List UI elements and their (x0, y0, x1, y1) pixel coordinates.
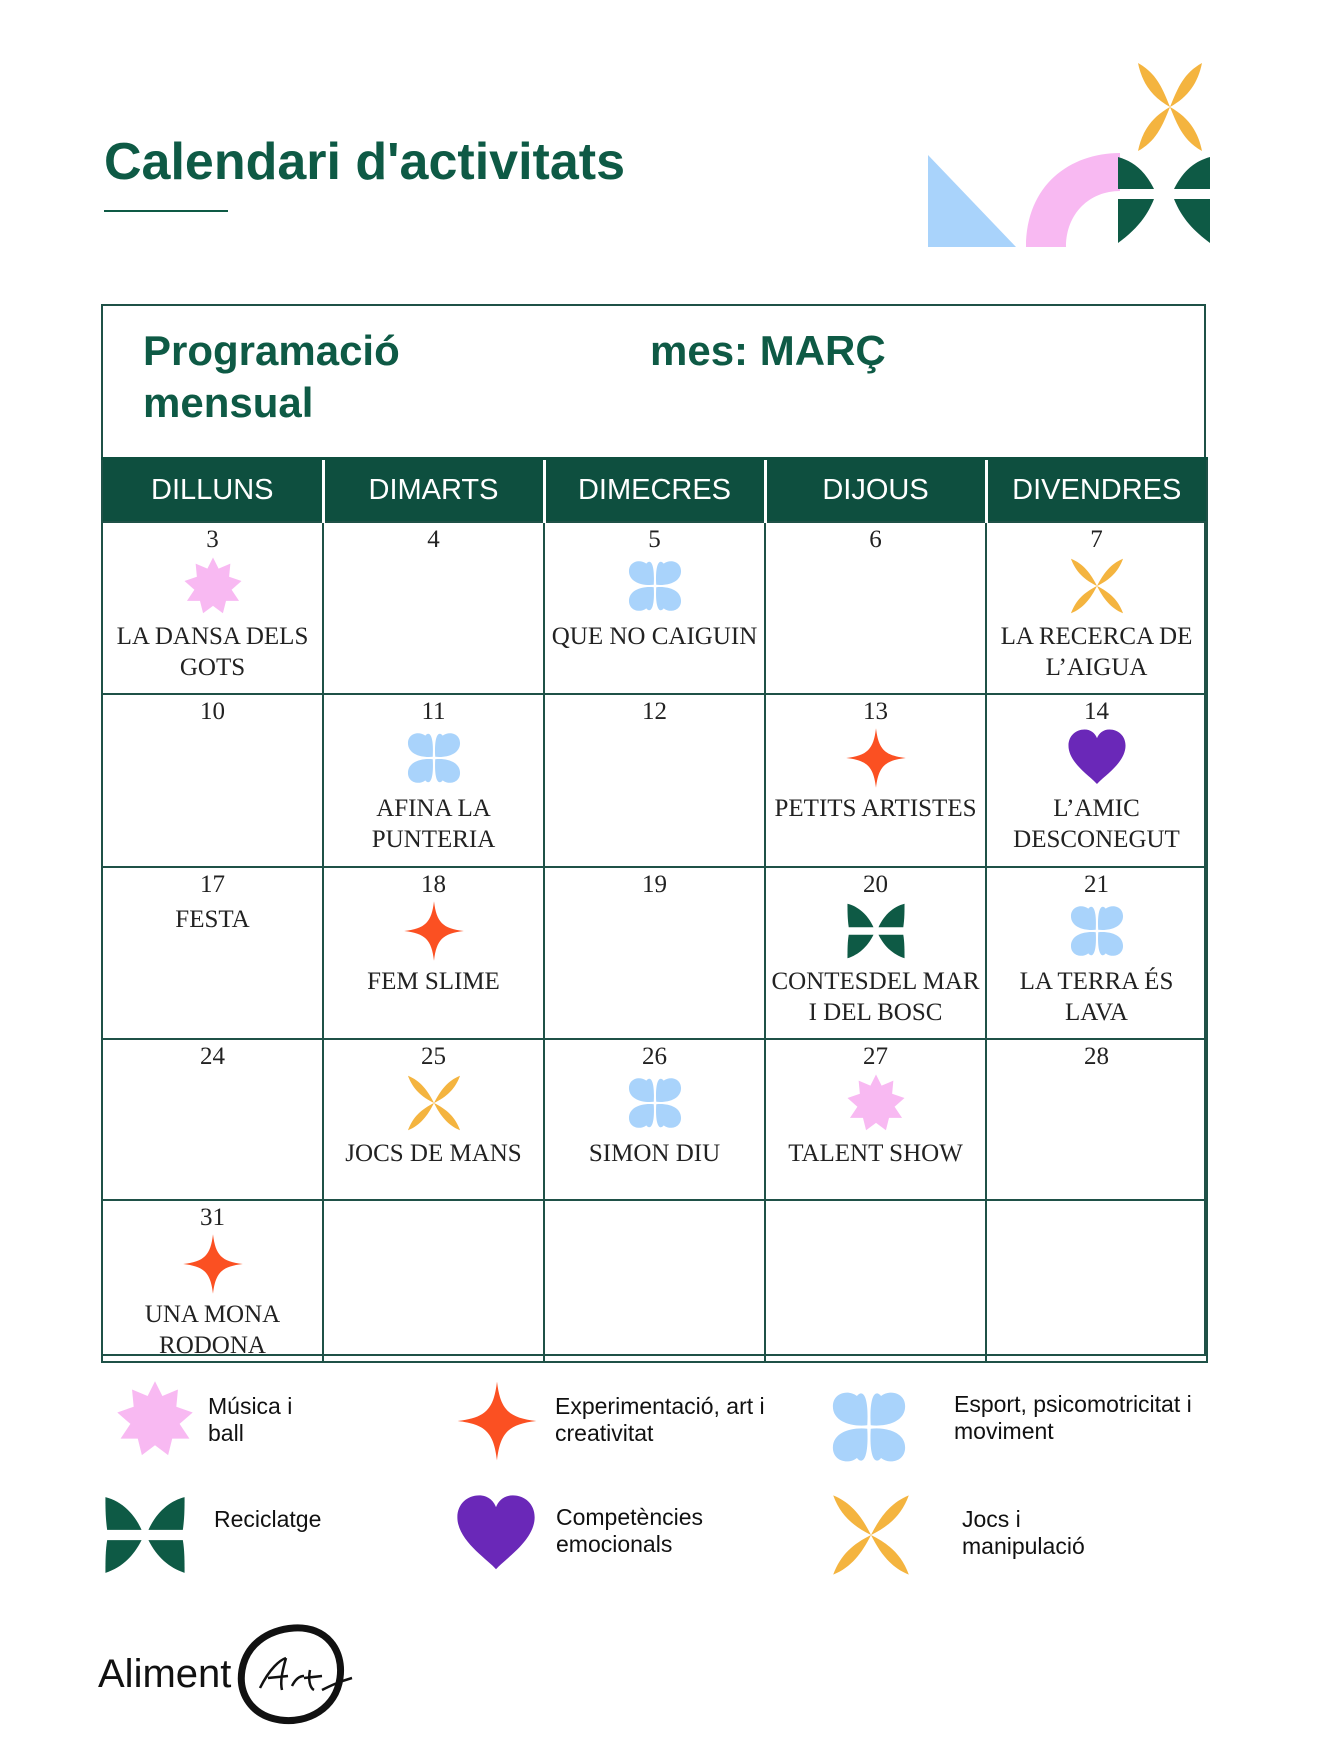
calendar-cell-friday (986, 867, 1207, 1039)
legend-games-label: Jocs i manipulació (962, 1506, 1085, 1559)
sport-icon (987, 900, 1206, 962)
games-icon (987, 555, 1206, 617)
activity-label: FEM SLIME (367, 968, 500, 995)
calendar-cell-monday (102, 1200, 323, 1362)
calendar-cell-wednesday (544, 522, 765, 694)
calendar-week-row (102, 522, 1207, 694)
day-number: 3 (206, 526, 219, 553)
month-label: mes: MARÇ (650, 327, 886, 374)
activity-label: PETITS ARTISTES (774, 795, 977, 822)
calendar-week-row (102, 1039, 1207, 1200)
calendar-cell-thursday (765, 522, 986, 694)
calendar-week-row (102, 694, 1207, 867)
programming-label (143, 325, 400, 429)
sport-icon (826, 1384, 912, 1470)
calendar-cell-thursday (765, 1200, 986, 1362)
day-number: 12 (642, 698, 667, 725)
legend-music-label: Música i ball (208, 1393, 293, 1446)
day-number: 6 (869, 526, 882, 553)
activity-label: SIMON DIU (588, 1140, 721, 1167)
music-icon (103, 555, 322, 617)
weekday-monday: DILLUNS (102, 459, 323, 523)
legend-art-label: Experimentació, art i creativitat (555, 1393, 765, 1446)
weekday-friday: DIVENDRES (986, 459, 1207, 523)
heart-icon (452, 1492, 540, 1576)
art-icon (456, 1380, 538, 1462)
sport-icon (324, 727, 543, 789)
activity-label: JOCS DE MANS (345, 1140, 522, 1167)
day-number: 27 (863, 1043, 888, 1070)
recycle-icon (102, 1492, 188, 1578)
activity-label: TALENT SHOW (788, 1140, 963, 1167)
weekday-tuesday: DIMARTS (323, 459, 544, 523)
legend-emotional-label: Competències emocionals (556, 1504, 704, 1557)
calendar-cell-tuesday (323, 522, 544, 694)
activity-label: LA TERRA ÉS LAVA (1019, 968, 1174, 1026)
calendar-cell-friday (986, 522, 1207, 694)
day-number: 18 (421, 871, 446, 898)
calendar-cell-tuesday (323, 1039, 544, 1200)
day-number: 5 (648, 526, 661, 553)
calendar-cell-monday (102, 867, 323, 1039)
activity-label: QUE NO CAIGUIN (551, 623, 758, 650)
art-icon (103, 1233, 322, 1295)
calendar-cell-thursday (765, 1039, 986, 1200)
activity-label: AFINA LA PUNTERIA (371, 795, 496, 853)
weekday-wednesday: DIMECRES (544, 459, 765, 523)
calendar-cell-thursday (765, 867, 986, 1039)
day-number: 14 (1084, 698, 1109, 725)
music-icon (766, 1072, 985, 1134)
calendar-cell-wednesday (544, 867, 765, 1039)
heart-icon (987, 727, 1206, 789)
day-number: 21 (1084, 871, 1109, 898)
day-number: 28 (1084, 1043, 1109, 1070)
page-title: Calendari d'activitats (104, 133, 625, 191)
activity-label: FESTA (175, 906, 250, 933)
alimentart-logo (98, 1620, 358, 1730)
activity-label: UNA MONA RODONA (144, 1301, 281, 1359)
decorative-shapes-graphic (920, 55, 1220, 255)
calendar-cell-wednesday (544, 694, 765, 867)
games-icon (826, 1490, 916, 1580)
calendar-cell-friday (986, 694, 1207, 867)
day-number: 19 (642, 871, 667, 898)
day-number: 20 (863, 871, 888, 898)
calendar-week-row (102, 867, 1207, 1039)
art-icon (324, 900, 543, 962)
legend-sport-label: Esport, psicomotricitat i moviment (954, 1391, 1192, 1444)
logo-circle-mark (230, 1620, 358, 1730)
weekday-thursday: DIJOUS (765, 459, 986, 523)
legend-recycle-label: Reciclatge (214, 1506, 322, 1532)
activity-label: LA DANSA DELS GOTS (116, 623, 309, 681)
day-number: 11 (421, 698, 446, 725)
programming-label-line1: Programació (143, 327, 400, 374)
activity-label: L’AMIC DESCONEGUT (1013, 795, 1180, 853)
art-icon (766, 727, 985, 789)
music-icon (114, 1378, 196, 1460)
logo-wordmark: Aliment (98, 1652, 232, 1696)
title-underline (104, 210, 228, 212)
programming-label-line2: mensual (143, 379, 314, 426)
day-number: 13 (863, 698, 888, 725)
calendar-cell-friday (986, 1200, 1207, 1362)
calendar-table (101, 457, 1208, 1363)
activity-label: LA RECERCA DE L’AIGUA (1000, 623, 1193, 681)
games-icon (324, 1072, 543, 1134)
sport-icon (545, 555, 764, 617)
calendar-cell-wednesday (544, 1039, 765, 1200)
day-number: 26 (642, 1043, 667, 1070)
activity-label: CONTESDEL MAR I DEL BOSC (771, 968, 980, 1026)
calendar-cell-monday (102, 1039, 323, 1200)
day-number: 17 (200, 871, 225, 898)
calendar-cell-monday (102, 522, 323, 694)
calendar-week-row (102, 1200, 1207, 1362)
calendar-cell-thursday (765, 694, 986, 867)
sport-icon (545, 1072, 764, 1134)
calendar-cell-friday (986, 1039, 1207, 1200)
day-number: 24 (200, 1043, 225, 1070)
day-number: 7 (1090, 526, 1103, 553)
calendar-cell-monday (102, 694, 323, 867)
recycle-icon (766, 900, 985, 962)
day-number: 31 (200, 1204, 225, 1231)
calendar-cell-tuesday (323, 694, 544, 867)
calendar-cell-wednesday (544, 1200, 765, 1362)
calendar-cell-tuesday (323, 867, 544, 1039)
calendar-cell-tuesday (323, 1200, 544, 1362)
day-number: 25 (421, 1043, 446, 1070)
day-number: 4 (427, 526, 440, 553)
weekday-header-row (102, 459, 1207, 523)
day-number: 10 (200, 698, 225, 725)
